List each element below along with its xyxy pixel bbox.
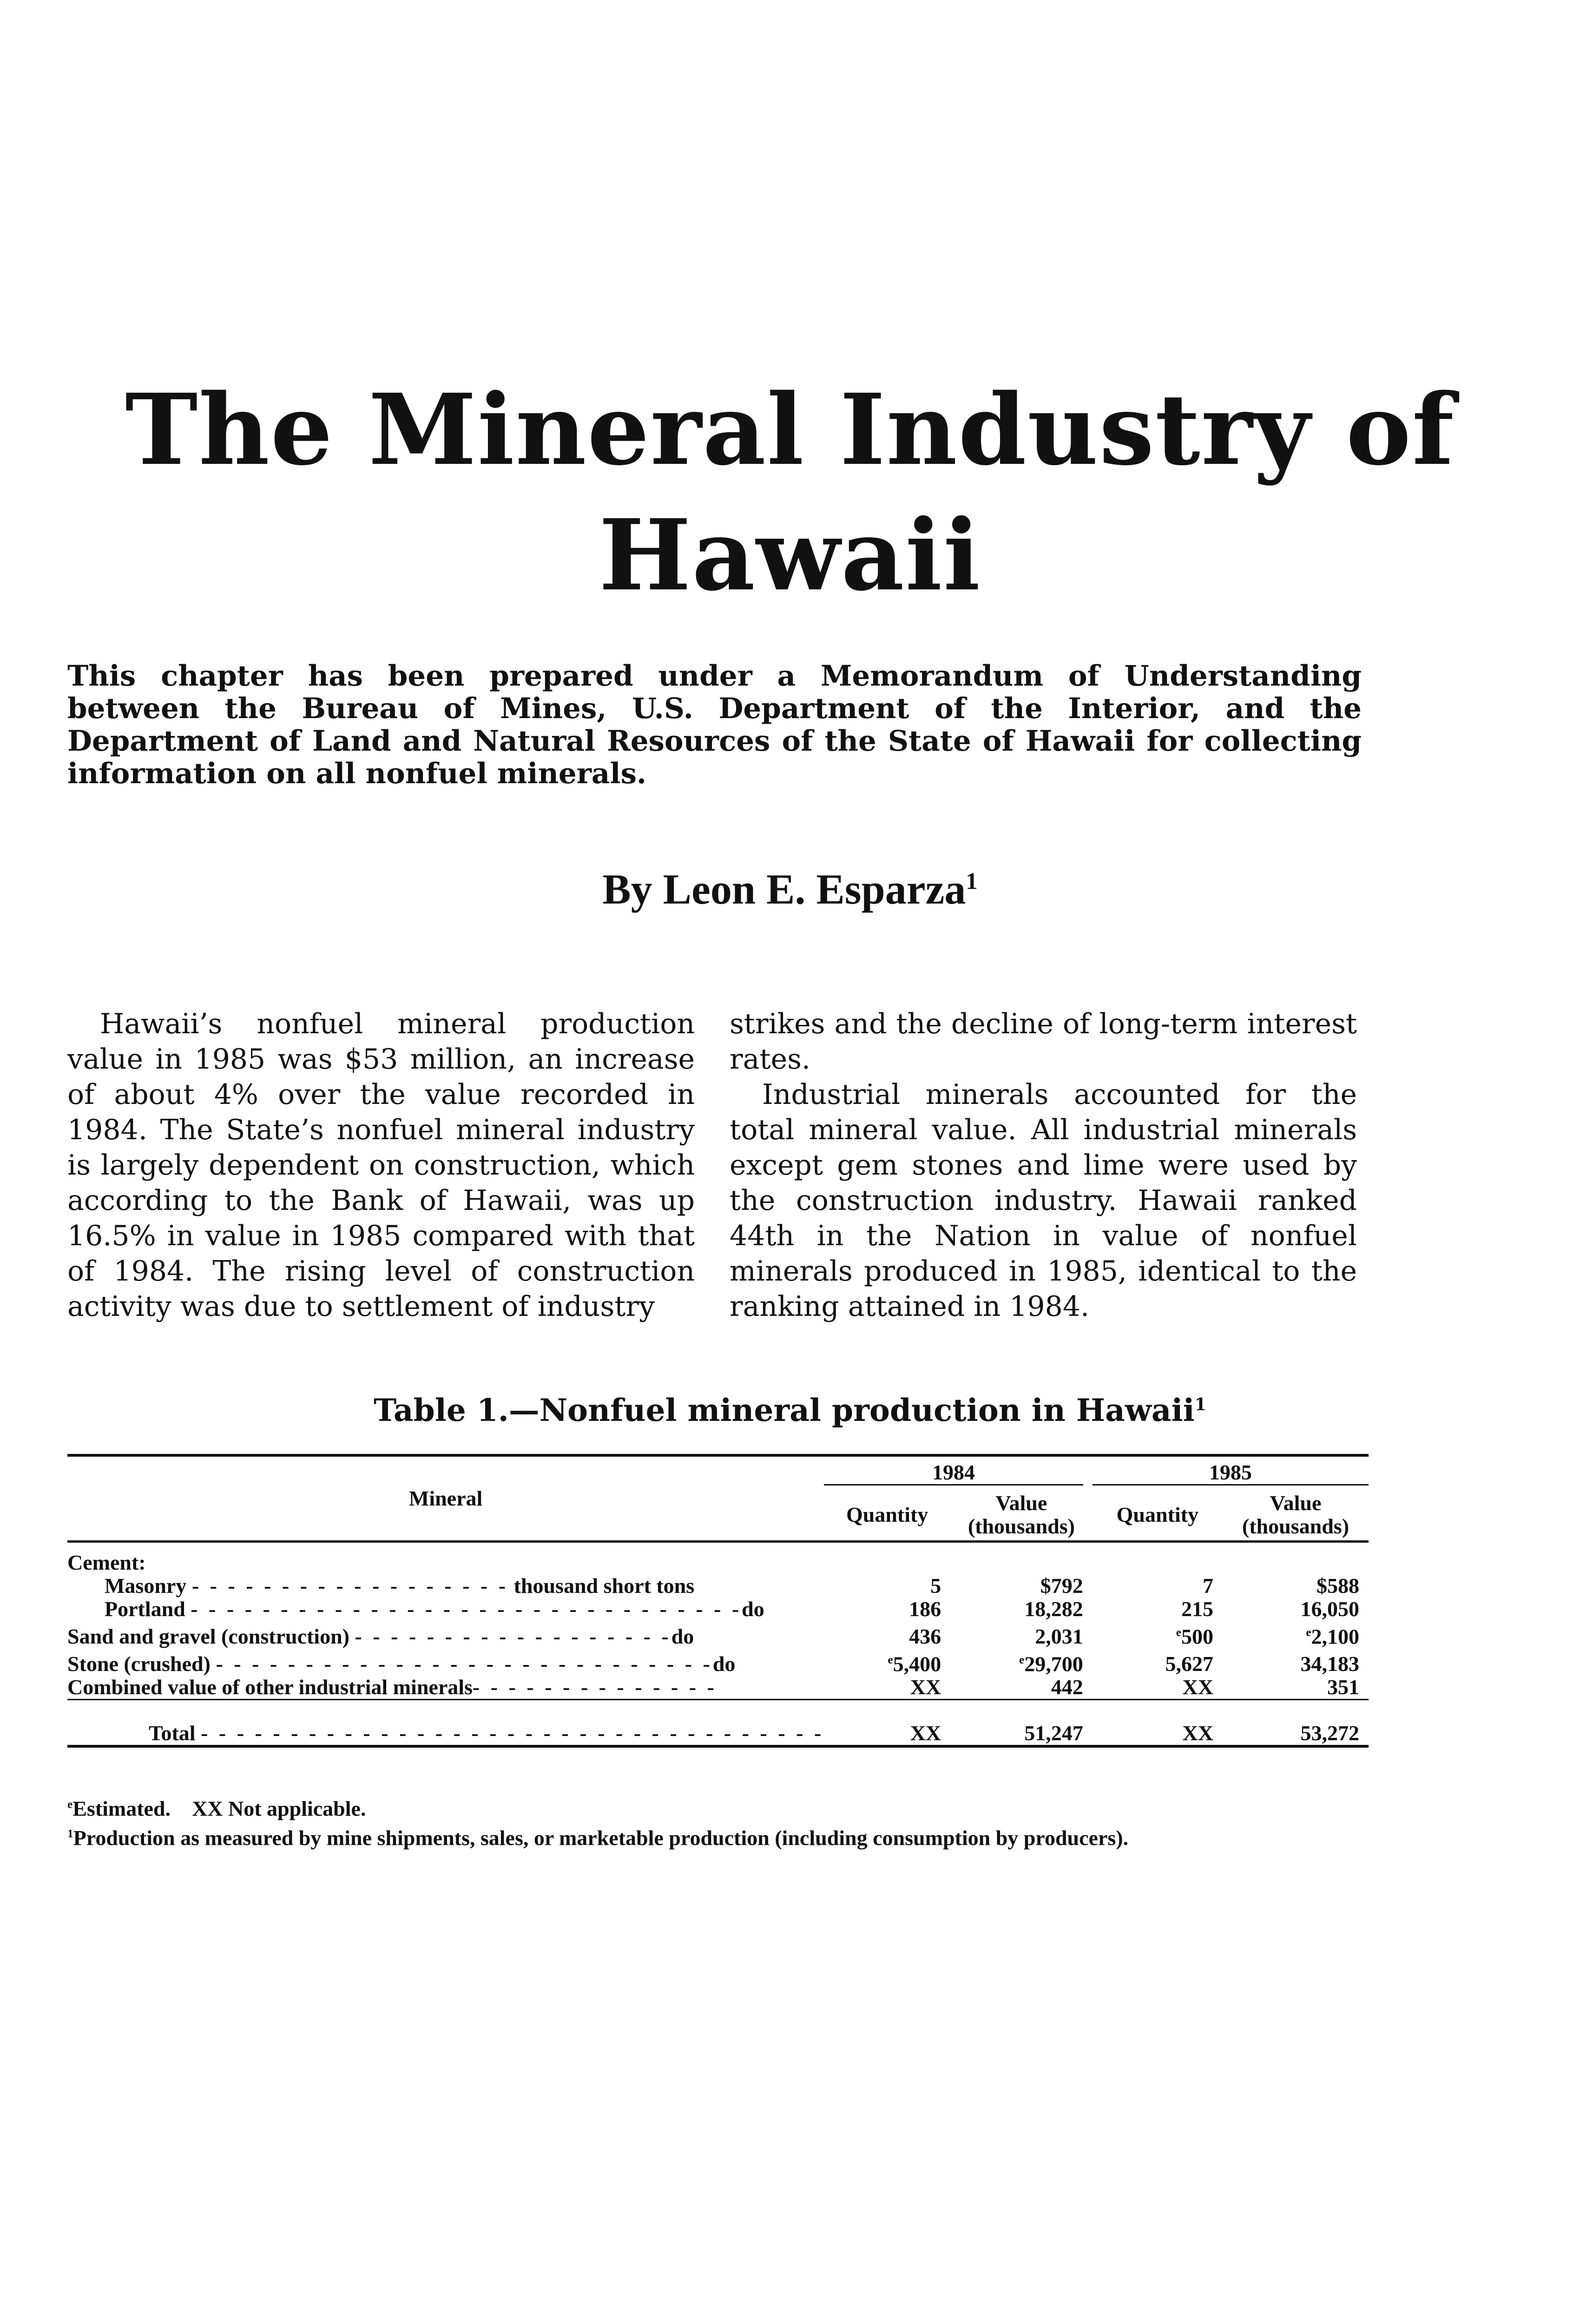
row-label-text: Stone (crushed) bbox=[67, 1652, 211, 1676]
year-header-1985 bbox=[1093, 1455, 1369, 1489]
estimated-marker: e bbox=[1019, 1653, 1025, 1666]
total-label: Total - - - - - - - - - - - - - - - - - - - - - - - - - - - - - - - - - - - bbox=[149, 1721, 824, 1745]
total-quantity-1985: XX bbox=[1182, 1721, 1213, 1745]
row-label: Stone (crushed) - - - - - - - - - - - - - - - - - - - - - - - - - - - -do bbox=[67, 1652, 736, 1676]
not-applicable-text: XX Not applicable. bbox=[192, 1796, 366, 1821]
table-row bbox=[67, 1676, 1369, 1700]
table-total-row bbox=[67, 1700, 1369, 1746]
table-footnotes bbox=[67, 1792, 1369, 1851]
body-paragraph: Hawaii’s nonfuel mineral production value in 1985 was $53 million, an increase of about 4% over the value recorded in 1984. The State’s nonfuel mineral industry is largely dependent on construction, which according to the Bank of Hawaii, was up 16.5% in value in 1985 compared with that of 1984. The rising level of construction activity was due to settlement of industry bbox=[67, 1008, 695, 1323]
row-unit: thousand short tons bbox=[514, 1574, 695, 1598]
estimated-marker: e bbox=[1306, 1625, 1311, 1639]
value-header-label: Value bbox=[995, 1491, 1047, 1515]
cell-quantity-1984: 5 bbox=[930, 1573, 941, 1598]
row-label: Sand and gravel (construction) - - - - - - - - - - - - - - - - - -do bbox=[67, 1624, 694, 1648]
chapter-title bbox=[0, 367, 1580, 618]
table-row bbox=[67, 1621, 1369, 1648]
cell-value-1984: $792 bbox=[1040, 1573, 1083, 1598]
total-value-1984: 51,247 bbox=[1024, 1721, 1083, 1745]
cell-value-1985: 16,050 bbox=[1300, 1597, 1359, 1621]
author-footnote-mark: 1 bbox=[966, 868, 978, 894]
year-header-1984 bbox=[824, 1455, 1092, 1489]
cell-quantity-1985: $^e$500 bbox=[1176, 1624, 1213, 1648]
mou-note: This chapter has been prepared under a Memorandum of Understanding between the Bureau of Mines, U.S. Department of the Interior, and the Department of Land and Natural Resources of the State of Hawaii for collecting information on all nonfuel minerals. bbox=[67, 660, 1362, 790]
chapter-title-line-2: Hawaii bbox=[599, 498, 981, 613]
row-label: Combined value of other industrial minerals- - - - - - - - - - - - - - bbox=[67, 1676, 717, 1699]
row-unit: do bbox=[742, 1597, 764, 1621]
value-header bbox=[950, 1489, 1093, 1542]
cell-value-1984: 442 bbox=[1051, 1675, 1083, 1699]
quantity-header: Quantity bbox=[846, 1503, 928, 1526]
total-value-1985: 53,272 bbox=[1300, 1721, 1359, 1745]
cell-quantity-1985: 7 bbox=[1202, 1573, 1213, 1598]
year-header-1984-text: 1984 bbox=[824, 1461, 1083, 1486]
row-label-text: Portland bbox=[105, 1597, 185, 1621]
quantity-header: Quantity bbox=[1116, 1503, 1198, 1526]
table-row bbox=[67, 1648, 1369, 1676]
year-header-1985-text: 1985 bbox=[1093, 1461, 1369, 1486]
table-title-text: Table 1.—Nonfuel mineral production in Hawaii bbox=[374, 1392, 1195, 1428]
footnote-estimated bbox=[67, 1792, 1369, 1821]
cell-value-1984: 18,282 bbox=[1024, 1597, 1083, 1621]
author-name: By Leon E. Esparza bbox=[602, 865, 966, 913]
cell-value-1984: $^e$29,700 bbox=[1019, 1652, 1083, 1676]
row-label-text: Masonry bbox=[105, 1574, 187, 1598]
total-label-text: Total bbox=[149, 1721, 196, 1745]
cell-value-1985: $^e$2,100 bbox=[1306, 1624, 1359, 1648]
cell-quantity-1985: XX bbox=[1182, 1675, 1213, 1699]
row-unit: do bbox=[712, 1652, 736, 1676]
cell-value-1984: 2,031 bbox=[1035, 1624, 1083, 1648]
row-unit: do bbox=[671, 1624, 694, 1648]
row-label-text: Sand and gravel (construction) bbox=[67, 1624, 349, 1648]
body-paragraph: Industrial minerals accounted for the total mineral value. All industrial minerals except gem stones and lime were used by the construction industry. Hawaii ranked 44th in the Nation in value of nonfuel minerals produced in 1985, identical to the ranking attained in 1984. bbox=[730, 1078, 1357, 1323]
chapter-title-line-1: The Mineral Industry of bbox=[125, 372, 1455, 487]
table-row bbox=[67, 1598, 1369, 1621]
estimated-text: Estimated. bbox=[72, 1796, 171, 1821]
estimated-marker: e bbox=[1176, 1625, 1181, 1639]
row-label: Portland - - - - - - - - - - - - - - - - - - - - - - - - - - - - - - -do bbox=[105, 1597, 764, 1621]
table-title bbox=[0, 1392, 1580, 1428]
row-label: Masonry - - - - - - - - - - - - - - - - - - thousand short tons bbox=[105, 1574, 695, 1598]
cell-quantity-1985: 5,627 bbox=[1165, 1652, 1213, 1676]
table-row bbox=[67, 1574, 1369, 1598]
cell-value-1985: $588 bbox=[1317, 1573, 1359, 1598]
body-paragraph: strikes and the decline of long-term interest rates. bbox=[730, 1008, 1357, 1076]
footnote-1-mark: 1 bbox=[67, 1827, 73, 1841]
mineral-column-header: Mineral bbox=[408, 1486, 483, 1510]
value-header-unit: (thousands) bbox=[1242, 1514, 1350, 1538]
cell-quantity-1984: $^e$5,400 bbox=[888, 1652, 941, 1676]
cell-quantity-1984: 186 bbox=[909, 1597, 941, 1621]
row-label-text: Combined value of other industrial minerals bbox=[67, 1676, 473, 1699]
value-header bbox=[1223, 1489, 1369, 1542]
production-table bbox=[67, 1454, 1369, 1752]
cell-value-1985: 34,183 bbox=[1300, 1652, 1359, 1676]
cell-quantity-1984: 436 bbox=[909, 1624, 941, 1648]
table-title-footnote-mark: 1 bbox=[1194, 1394, 1206, 1414]
body-column-left bbox=[67, 1006, 695, 1324]
author-byline bbox=[0, 865, 1580, 914]
estimated-mark: e bbox=[67, 1798, 73, 1811]
cell-value-1985: 351 bbox=[1327, 1675, 1359, 1699]
cell-quantity-1984: XX bbox=[910, 1675, 941, 1699]
footnote-1 bbox=[67, 1821, 1369, 1850]
total-quantity-1984: XX bbox=[910, 1721, 941, 1745]
footnote-1-text: Production as measured by mine shipments, sales, or marketable production (including consumption by producers). bbox=[73, 1826, 1129, 1850]
value-header-label: Value bbox=[1270, 1491, 1322, 1515]
cell-quantity-1985: 215 bbox=[1181, 1597, 1213, 1621]
group-label-cement: Cement: bbox=[67, 1550, 146, 1574]
body-column-right bbox=[730, 1006, 1357, 1324]
estimated-marker: e bbox=[888, 1653, 893, 1666]
value-header-unit: (thousands) bbox=[968, 1514, 1075, 1538]
